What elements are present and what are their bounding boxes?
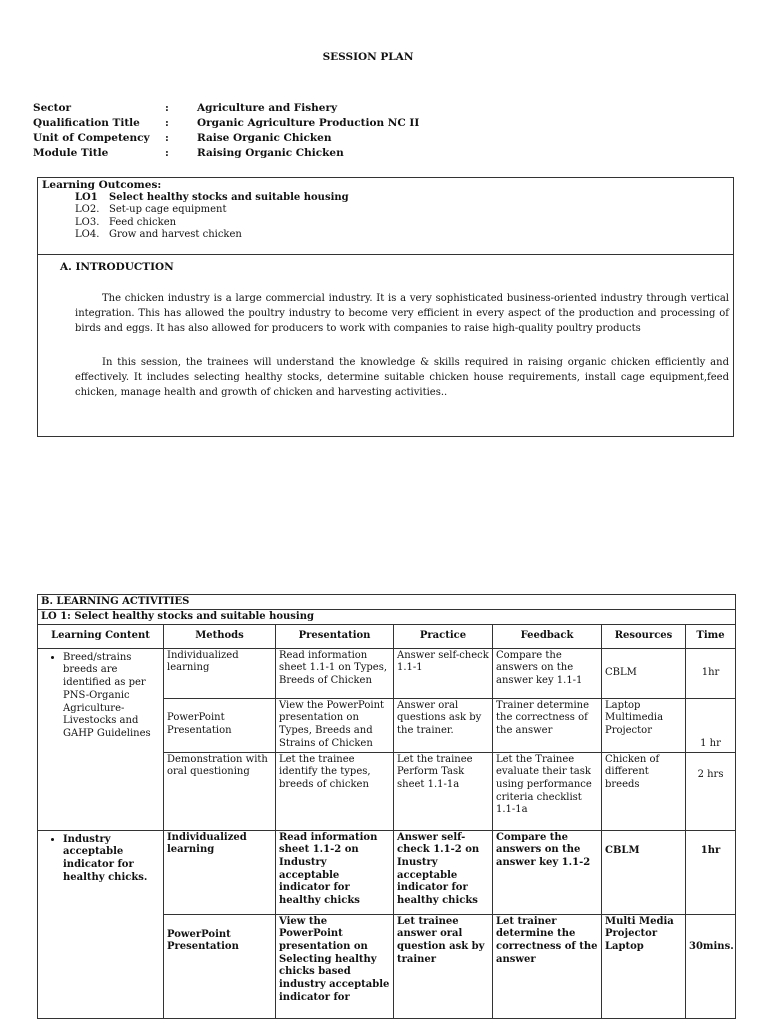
meta-value: Raising Organic Chicken — [197, 147, 344, 159]
column-header: Learning Content — [38, 625, 164, 649]
meta-row-sector — [33, 101, 419, 116]
meta-value: Organic Agriculture Production NC II — [197, 117, 420, 129]
feedback-cell: Compare the answers on the answer key 1.1-2 — [493, 830, 602, 914]
learning-outcome-item — [75, 204, 733, 217]
meta-key: Sector — [33, 102, 72, 114]
method-cell: PowerPoint Presentation — [164, 698, 276, 752]
column-header: Resources — [602, 625, 686, 649]
presentation-cell: View the PowerPoint presentation on Types, Breeds and Strains of Chicken — [276, 698, 394, 752]
learning-content-text: • Industry acceptable indicator for healthy chicks. — [63, 834, 160, 885]
practice-cell: Let trainee answer oral question ask by trainer — [394, 914, 493, 1018]
document-title: SESSION PLAN — [322, 51, 414, 63]
resources-cell: Laptop Multimedia Projector — [602, 698, 686, 752]
outcome-text: Select healthy stocks and suitable housing — [109, 191, 349, 203]
introduction-paragraph: The chicken industry is a large commercial industry. It is a very sophisticated business-oriented industry through vertical integration. This has allowed the poultry industry to become very efficient in every aspect of the production and processing of birds and eggs. It has also allowed for producers to work with companies to raise high-quality poultry products — [75, 293, 729, 334]
outcome-text: Feed chicken — [109, 216, 177, 228]
column-header: Methods — [164, 625, 276, 649]
practice-cell: Answer self-check 1.1-2 on Inustry acceptable indicator for healthy chicks — [394, 830, 493, 914]
meta-key: Module Title — [33, 147, 109, 159]
learning-outcome-item — [75, 229, 733, 242]
outcome-text: Grow and harvest chicken — [109, 229, 242, 240]
time-cell: 1hr — [686, 830, 736, 914]
learning-content-cell — [38, 830, 164, 1018]
meta-value: Agriculture and Fishery — [197, 102, 338, 114]
learning-outcome-item — [75, 217, 733, 230]
meta-row-qualification — [33, 116, 419, 131]
outcome-text: Set-up cage equipment — [109, 204, 227, 215]
learning-activities-table — [37, 594, 736, 1019]
outcome-number: LO3. — [75, 216, 100, 228]
column-header: Practice — [394, 625, 493, 649]
outcomes-introduction-box — [37, 177, 734, 437]
resources-cell: Multi Media Projector Laptop — [602, 914, 686, 1018]
resources-cell: CBLM — [602, 830, 686, 914]
outcome-number: LO4. — [75, 229, 100, 240]
practice-cell: Let the trainee Perform Task sheet 1.1-1a — [394, 752, 493, 830]
table-row — [38, 648, 736, 698]
outcome-number: LO2. — [75, 204, 100, 215]
meta-key: Unit of Competency — [33, 132, 150, 144]
feedback-cell: Let the Trainee evaluate their task using performance criteria checklist 1.1-1a — [493, 752, 602, 830]
feedback-cell: Compare the answers on the answer key 1.1-1 — [493, 648, 602, 698]
session-metadata — [33, 101, 419, 161]
learning-outcome-item — [75, 192, 733, 205]
presentation-cell: View the PowerPoint presentation on Selecting healthy chicks based industry acceptable indicator for — [276, 914, 394, 1018]
feedback-cell: Trainer determine the correctness of the answer — [493, 698, 602, 752]
meta-row-module — [33, 146, 419, 161]
meta-value: Raise Organic Chicken — [197, 132, 332, 144]
learning-content-text: • Breed/strains breeds are identified as per PNS-Organic Agriculture-Livestocks and GAHP Guidelines — [63, 652, 160, 741]
meta-colon: : — [165, 102, 169, 114]
meta-row-unit — [33, 131, 419, 146]
presentation-cell: Read information sheet 1.1-2 on Industry acceptable indicator for healthy chicks — [276, 830, 394, 914]
time-cell: 30mins. — [686, 914, 736, 1018]
presentation-cell: Read information sheet 1.1-1 on Types, Breeds of Chicken — [276, 648, 394, 698]
lo-heading: LO 1: Select healthy stocks and suitable housing — [38, 610, 736, 625]
section-divider — [38, 254, 733, 255]
meta-colon: : — [165, 117, 169, 129]
resources-cell: CBLM — [602, 648, 686, 698]
time-cell: 2 hrs — [686, 752, 736, 830]
table-row — [38, 830, 736, 914]
learning-outcomes-heading: Learning Outcomes: — [42, 179, 162, 191]
meta-colon: : — [165, 147, 169, 159]
introduction-heading: A. INTRODUCTION — [60, 261, 174, 273]
method-cell: Demonstration with oral questioning — [164, 752, 276, 830]
practice-cell: Answer oral questions ask by the trainer. — [394, 698, 493, 752]
method-cell: Individualized learning — [164, 830, 276, 914]
column-header: Presentation — [276, 625, 394, 649]
column-header: Time — [686, 625, 736, 649]
time-cell: 1 hr — [686, 698, 736, 752]
table-header-row — [38, 625, 736, 649]
presentation-cell: Let the trainee identify the types, breeds of chicken — [276, 752, 394, 830]
learning-outcomes-list — [38, 192, 733, 242]
learning-activities-heading: B. LEARNING ACTIVITIES — [38, 595, 736, 610]
column-header: Feedback — [493, 625, 602, 649]
feedback-cell: Let trainer determine the correctness of the answer — [493, 914, 602, 1018]
method-cell: PowerPoint Presentation — [164, 914, 276, 1018]
meta-colon: : — [165, 132, 169, 144]
introduction-paragraph: In this session, the trainees will understand the knowledge & skills required in raising organic chicken efficiently and effectively. It includes selecting healthy stocks, determine suitable chicken house requirements, install cage equipment,feed chicken, manage health and growth of chicken and harvesting activities.. — [75, 357, 729, 398]
learning-content-cell — [38, 648, 164, 830]
practice-cell: Answer self-check 1.1-1 — [394, 648, 493, 698]
meta-key: Qualification Title — [33, 117, 140, 129]
resources-cell: Chicken of different breeds — [602, 752, 686, 830]
outcome-number: LO1 — [75, 191, 98, 203]
time-cell: 1hr — [686, 648, 736, 698]
method-cell: Individualized learning — [164, 648, 276, 698]
